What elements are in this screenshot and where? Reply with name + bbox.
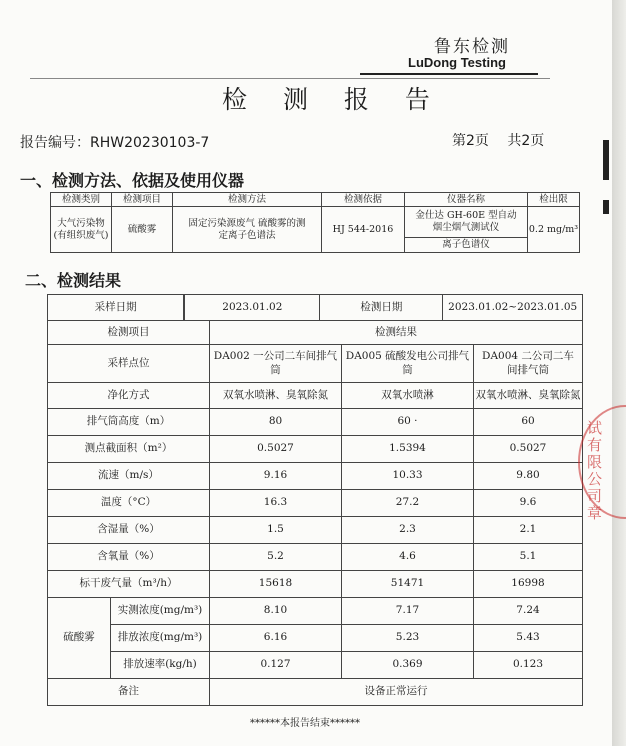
edge-mark [603, 140, 609, 180]
method-cell: 固定污染源废气 硫酸雾的测定离子色谱法 [173, 207, 322, 253]
report-title: 检 测 报 告 [222, 85, 444, 114]
value-cell: 6.16 [210, 625, 342, 652]
row-label: 标干废气量（m³/h） [48, 571, 210, 598]
value-cell: 9.6 [474, 490, 583, 517]
acid-label: 硫酸雾 [48, 598, 111, 679]
report-end-note: ******本报告结束****** [250, 718, 360, 729]
value-cell: 27.2 [342, 490, 474, 517]
value-cell: 9.80 [474, 463, 583, 490]
point-label: 采样点位 [48, 345, 210, 383]
section-title-methods: 一、检测方法、依据及使用仪器 [20, 171, 245, 190]
value-cell: 16.3 [210, 490, 342, 517]
edge-mark [603, 200, 609, 214]
value-cell: 4.6 [342, 544, 474, 571]
value-cell: 0.123 [474, 652, 583, 679]
category-cell: 大气污染物(有组织废气) [51, 207, 112, 253]
header-rule [30, 78, 550, 79]
row-label: 排放浓度(mg/m³) [111, 625, 210, 652]
purify-cell: 双氧水喷淋 [342, 383, 474, 409]
row-label: 排气筒高度（m） [48, 409, 210, 436]
row-label: 温度（°C） [48, 490, 210, 517]
row-label: 实测浓度(mg/m³) [111, 598, 210, 625]
sample-date-value: 2023.01.02 [185, 295, 320, 321]
value-cell: 16998 [474, 571, 583, 598]
instrument-cell: 离子色谱仪 [405, 238, 528, 253]
row-label: 排放速率(kg/h) [111, 652, 210, 679]
item-cell: 硫酸雾 [112, 207, 173, 253]
value-cell: 1.5394 [342, 436, 474, 463]
value-cell: 5.23 [342, 625, 474, 652]
row-label: 含氧量（%） [48, 544, 210, 571]
purify-cell: 双氧水喷淋、臭氧除氮 [474, 383, 583, 409]
brand-name-en: LuDong Testing [408, 55, 506, 70]
value-cell: 2.3 [342, 517, 474, 544]
value-cell: 0.369 [342, 652, 474, 679]
point-cell: DA002 一公司二车间排气筒 [210, 345, 342, 383]
brand-name-cn: 鲁东检测 [434, 37, 510, 57]
header-cell: 检测依据 [322, 193, 405, 207]
purify-label: 净化方式 [48, 383, 210, 409]
row-label: 测点截面积（m²） [48, 436, 210, 463]
item-label: 检测项目 [48, 321, 210, 345]
purify-cell: 双氧水喷淋、臭氧除氮 [210, 383, 342, 409]
header-cell: 检测类别 [51, 193, 112, 207]
value-cell: 0.127 [210, 652, 342, 679]
remark-value: 设备正常运行 [210, 679, 583, 706]
value-cell: 1.5 [210, 517, 342, 544]
value-cell: 8.10 [210, 598, 342, 625]
basis-cell: HJ 544-2016 [322, 207, 405, 253]
brand-underline [360, 73, 538, 75]
methods-table [50, 192, 580, 253]
test-date-value: 2023.01.02~2023.01.05 [443, 295, 583, 321]
header-cell: 检测方法 [173, 193, 322, 207]
header-cell: 检测项目 [112, 193, 173, 207]
value-cell: 5.2 [210, 544, 342, 571]
point-cell: DA005 硫酸发电公司排气筒 [342, 345, 474, 383]
instrument-cell: 金仕达 GH-60E 型自动烟尘烟气测试仪 [405, 207, 528, 238]
value-cell: 9.16 [210, 463, 342, 490]
limit-cell: 0.2 mg/m³ [528, 207, 580, 253]
value-cell: 0.5027 [210, 436, 342, 463]
test-date-label: 检测日期 [320, 295, 443, 321]
results-table-body [47, 320, 583, 706]
header-cell: 仪器名称 [405, 193, 528, 207]
value-cell: 10.33 [342, 463, 474, 490]
row-label: 含湿量（%） [48, 517, 210, 544]
section-title-results: 二、检测结果 [25, 271, 122, 290]
page-edge [612, 0, 626, 746]
value-cell: 80 [210, 409, 342, 436]
value-cell: 51471 [342, 571, 474, 598]
value-cell: 7.17 [342, 598, 474, 625]
value-cell: 0.5027 [474, 436, 583, 463]
report-number: 报告编号：RHW20230103-7 [20, 135, 210, 151]
value-cell: 15618 [210, 571, 342, 598]
point-cell: DA004 二公司二车间排气筒 [474, 345, 583, 383]
sample-date-label: 采样日期 [48, 295, 184, 321]
value-cell: 7.24 [474, 598, 583, 625]
value-cell: 5.43 [474, 625, 583, 652]
page-info: 第2页 共2页 [452, 133, 545, 149]
row-label: 流速（m/s） [48, 463, 210, 490]
results-table [47, 294, 583, 321]
value-cell: 2.1 [474, 517, 583, 544]
result-label: 检测结果 [210, 321, 583, 345]
value-cell: 60 [474, 409, 583, 436]
remark-label: 备注 [48, 679, 210, 706]
value-cell: 60 · [342, 409, 474, 436]
value-cell: 5.1 [474, 544, 583, 571]
official-seal-text: 试有限公司章 [585, 420, 603, 522]
header-cell: 检出限 [528, 193, 580, 207]
